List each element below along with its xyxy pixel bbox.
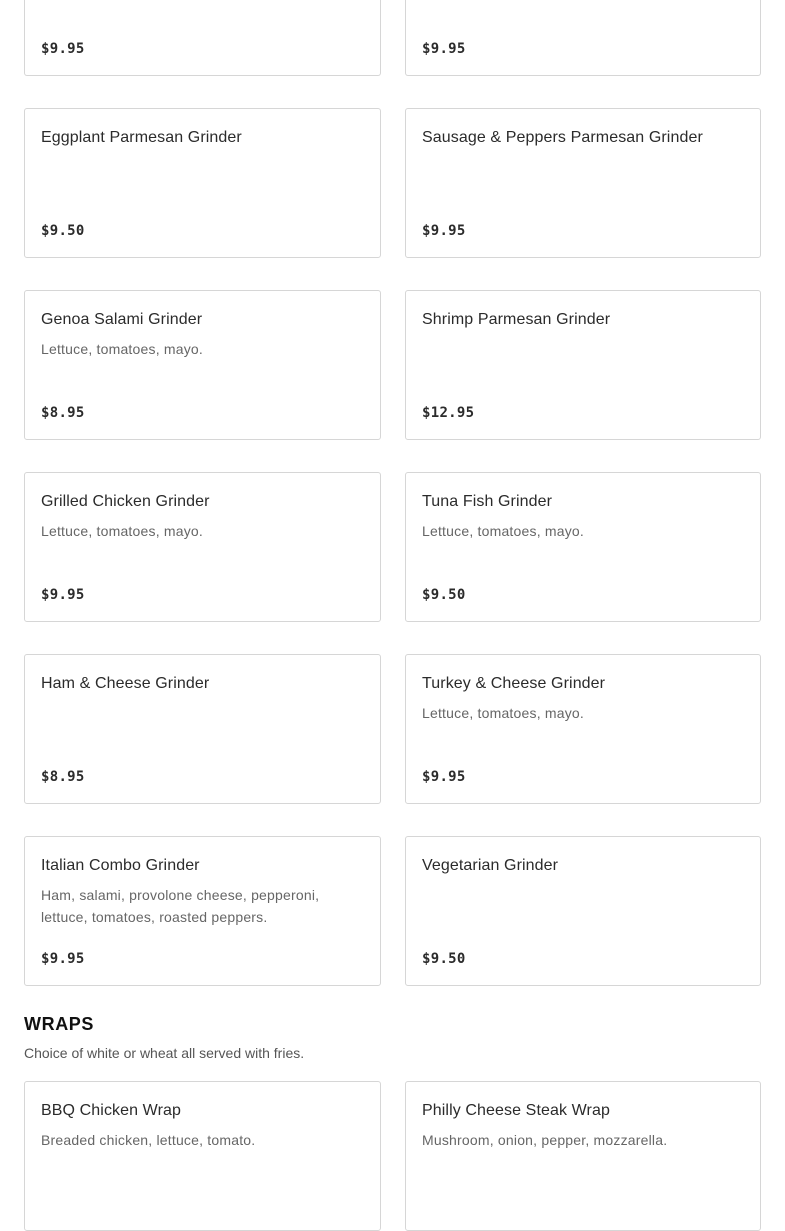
menu-item-name: Philly Cheese Steak Wrap [422, 1102, 610, 1119]
section-title-wraps: WRAPS [24, 1014, 94, 1034]
menu-item-price: $8.95 [41, 405, 85, 421]
menu-item-price: $9.95 [41, 951, 85, 967]
menu-item-description: Lettuce, tomatoes, mayo. [422, 705, 584, 721]
menu-item-price: $12.95 [422, 405, 475, 421]
menu-item-price: $9.50 [422, 587, 466, 603]
menu-item-price: $9.50 [422, 951, 466, 967]
menu-item-description: Lettuce, tomatoes, mayo. [41, 523, 203, 539]
menu-item-name: BBQ Chicken Wrap [41, 1102, 182, 1119]
menu-item-description: Lettuce, tomatoes, mayo. [41, 341, 203, 357]
wraps-grid [24, 1081, 761, 1231]
menu-item-card[interactable] [405, 290, 761, 440]
menu-item-card[interactable] [24, 108, 381, 258]
menu-item-card[interactable] [24, 654, 381, 804]
menu-item-name: Grilled Chicken Grinder [41, 493, 210, 510]
menu-item-card[interactable] [405, 0, 761, 76]
menu-item-description: Lettuce, tomatoes, mayo. [422, 523, 584, 539]
menu-item-name: Genoa Salami Grinder [41, 311, 203, 328]
menu-item-name: Ham & Cheese Grinder [41, 675, 210, 692]
menu-item-price: $9.95 [41, 587, 85, 603]
menu-item-price: $9.95 [422, 41, 466, 57]
menu-item-card[interactable] [24, 1081, 381, 1231]
menu-item-name: Turkey & Cheese Grinder [422, 675, 606, 692]
menu-item-description: Ham, salami, provolone cheese, pepperoni, lettuce, tomatoes, roasted peppers. [41, 887, 320, 925]
menu-page [24, 0, 761, 1231]
menu-item-name: Italian Combo Grinder [41, 857, 200, 874]
menu-item-price: $8.95 [41, 769, 85, 785]
menu-item-card[interactable] [405, 836, 761, 986]
menu-item-price: $9.95 [422, 769, 466, 785]
menu-item-card[interactable] [24, 836, 381, 986]
menu-item-card[interactable] [405, 1081, 761, 1231]
menu-item-card[interactable] [24, 290, 381, 440]
menu-item-name: Sausage & Peppers Parmesan Grinder [422, 129, 703, 146]
menu-item-card[interactable] [24, 0, 381, 76]
section-subtitle-wraps: Choice of white or wheat all served with fries. [24, 1045, 305, 1061]
menu-item-name: Shrimp Parmesan Grinder [422, 311, 611, 328]
menu-item-price: $9.50 [41, 223, 85, 239]
grinders-grid [24, 0, 761, 986]
menu-item-price: $9.95 [422, 223, 466, 239]
menu-item-name: Eggplant Parmesan Grinder [41, 129, 242, 146]
menu-item-card[interactable] [24, 472, 381, 622]
menu-item-name: Tuna Fish Grinder [422, 493, 553, 510]
menu-item-card[interactable] [405, 654, 761, 804]
menu-item-card[interactable] [405, 108, 761, 258]
menu-item-price: $9.95 [41, 41, 85, 57]
menu-item-description: Mushroom, onion, pepper, mozzarella. [422, 1132, 668, 1148]
menu-item-description: Breaded chicken, lettuce, tomato. [41, 1132, 256, 1148]
menu-item-card[interactable] [405, 472, 761, 622]
menu-item-name: Vegetarian Grinder [422, 857, 559, 874]
